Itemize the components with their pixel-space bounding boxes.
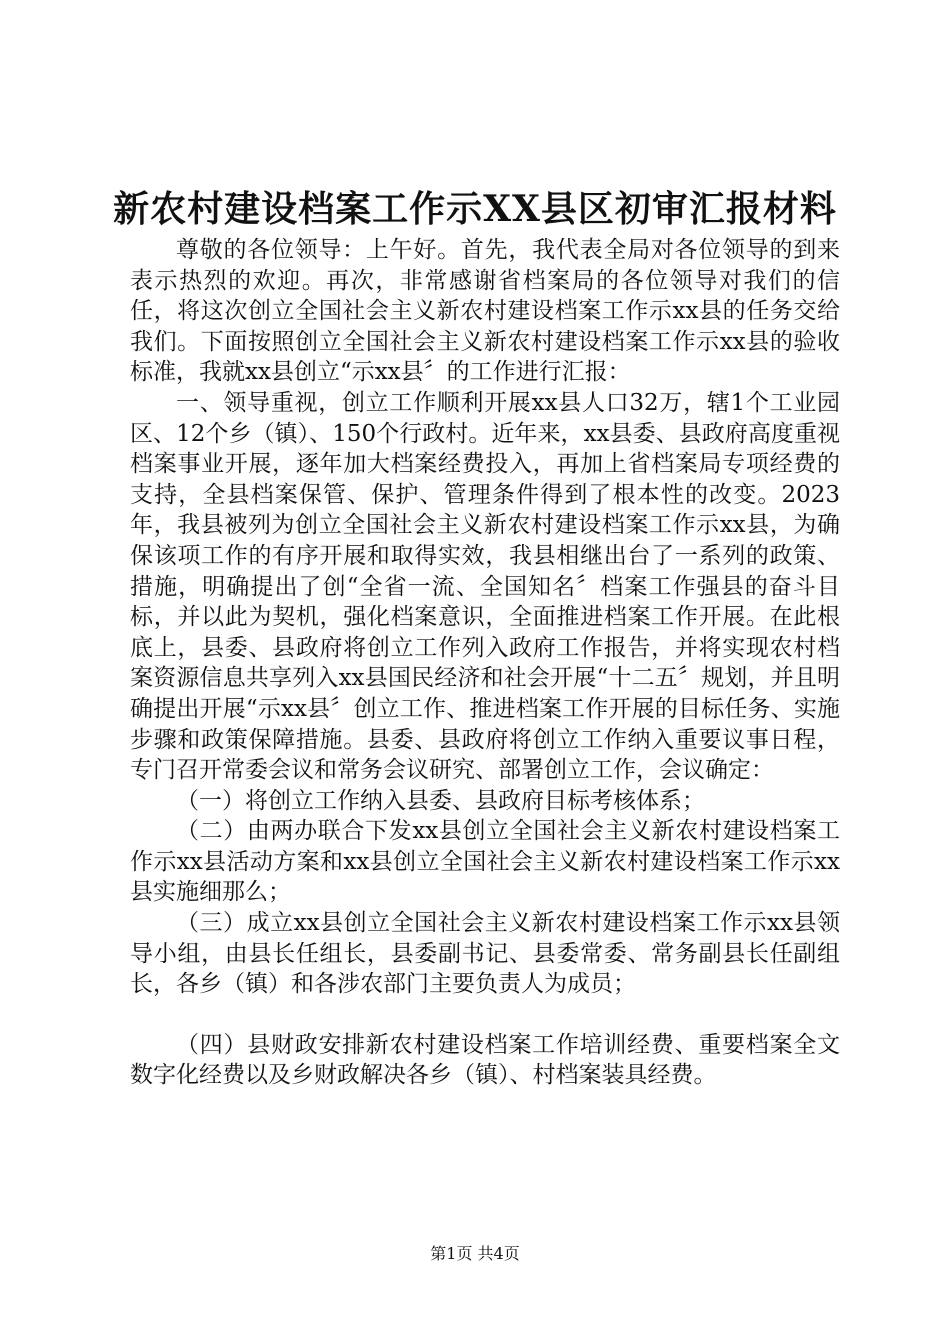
paragraph-item-two: （二）由两办联合下发xx县创立全国社会主义新农村建设档案工作示xx县活动方案和xx县创立全国社会主义新农村建设档案工作示xx县实施细那么； [130,818,840,906]
document-body [130,235,840,1091]
page-title: 新农村建设档案工作示XX县区初审汇报材料 [113,188,837,230]
paragraph-section-one: 一、领导重视，创立工作顺利开展xx县人口32万，辖1个工业园区、12个乡（镇）、150个行政村。近年来，xx县委、县政府高度重视档案事业开展，逐年加大档案经费投入，再加上省档案局专项经费的支持，全县档案保管、保护、管理条件得到了根本性的改变。2023年，我县被列为创立全国社会主义新农村建设档案工作示xx县，为确保该项工作的有序开展和取得实效，我县相继出台了一系列的政策、措施，明确提出了创“全省一流、全国知名〞档案工作强县的奋斗目标，并以此为契机，强化档案意识，全面推进档案工作开展。在此根底上，县委、县政府将创立工作列入政府工作报告，并将实现农村档案资源信息共享列入xx县国民经济和社会开展“十二五〞规划，并且明确提出开展“示xx县〞创立工作、推进档案工作开展的目标任务、实施步骤和政策保障措施。县委、县政府将创立工作纳入重要议事日程，专门召开常委会议和常务会议研究、部署创立工作，会议确定： [130,389,840,784]
paragraph-item-three: （三）成立xx县创立全国社会主义新农村建设档案工作示xx县领导小组，由县长任组长，县委副书记、县委常委、常务副县长任副组长，各乡（镇）和各涉农部门主要负责人为成员； [130,910,840,998]
paragraph-greeting: 尊敬的各位领导：上午好。首先，我代表全局对各位领导的到来表示热烈的欢迎。再次，非常感谢省档案局的各位领导对我们的信任，将这次创立全国社会主义新农村建设档案工作示xx县的任务交给我们。下面按照创立全国社会主义新农村建设档案工作示xx县的验收标准，我就xx县创立“示xx县〞的工作进行汇报： [130,237,840,386]
paragraph-item-one: （一）将创立工作纳入县委、县政府目标考核体系； [176,787,705,814]
page-number-footer: 第1页 共4页 [430,1244,520,1263]
paragraph-item-four: （四）县财政安排新农村建设档案工作培训经费、重要档案全文数字化经费以及乡财政解决各乡（镇）、村档案装具经费。 [130,1031,840,1089]
